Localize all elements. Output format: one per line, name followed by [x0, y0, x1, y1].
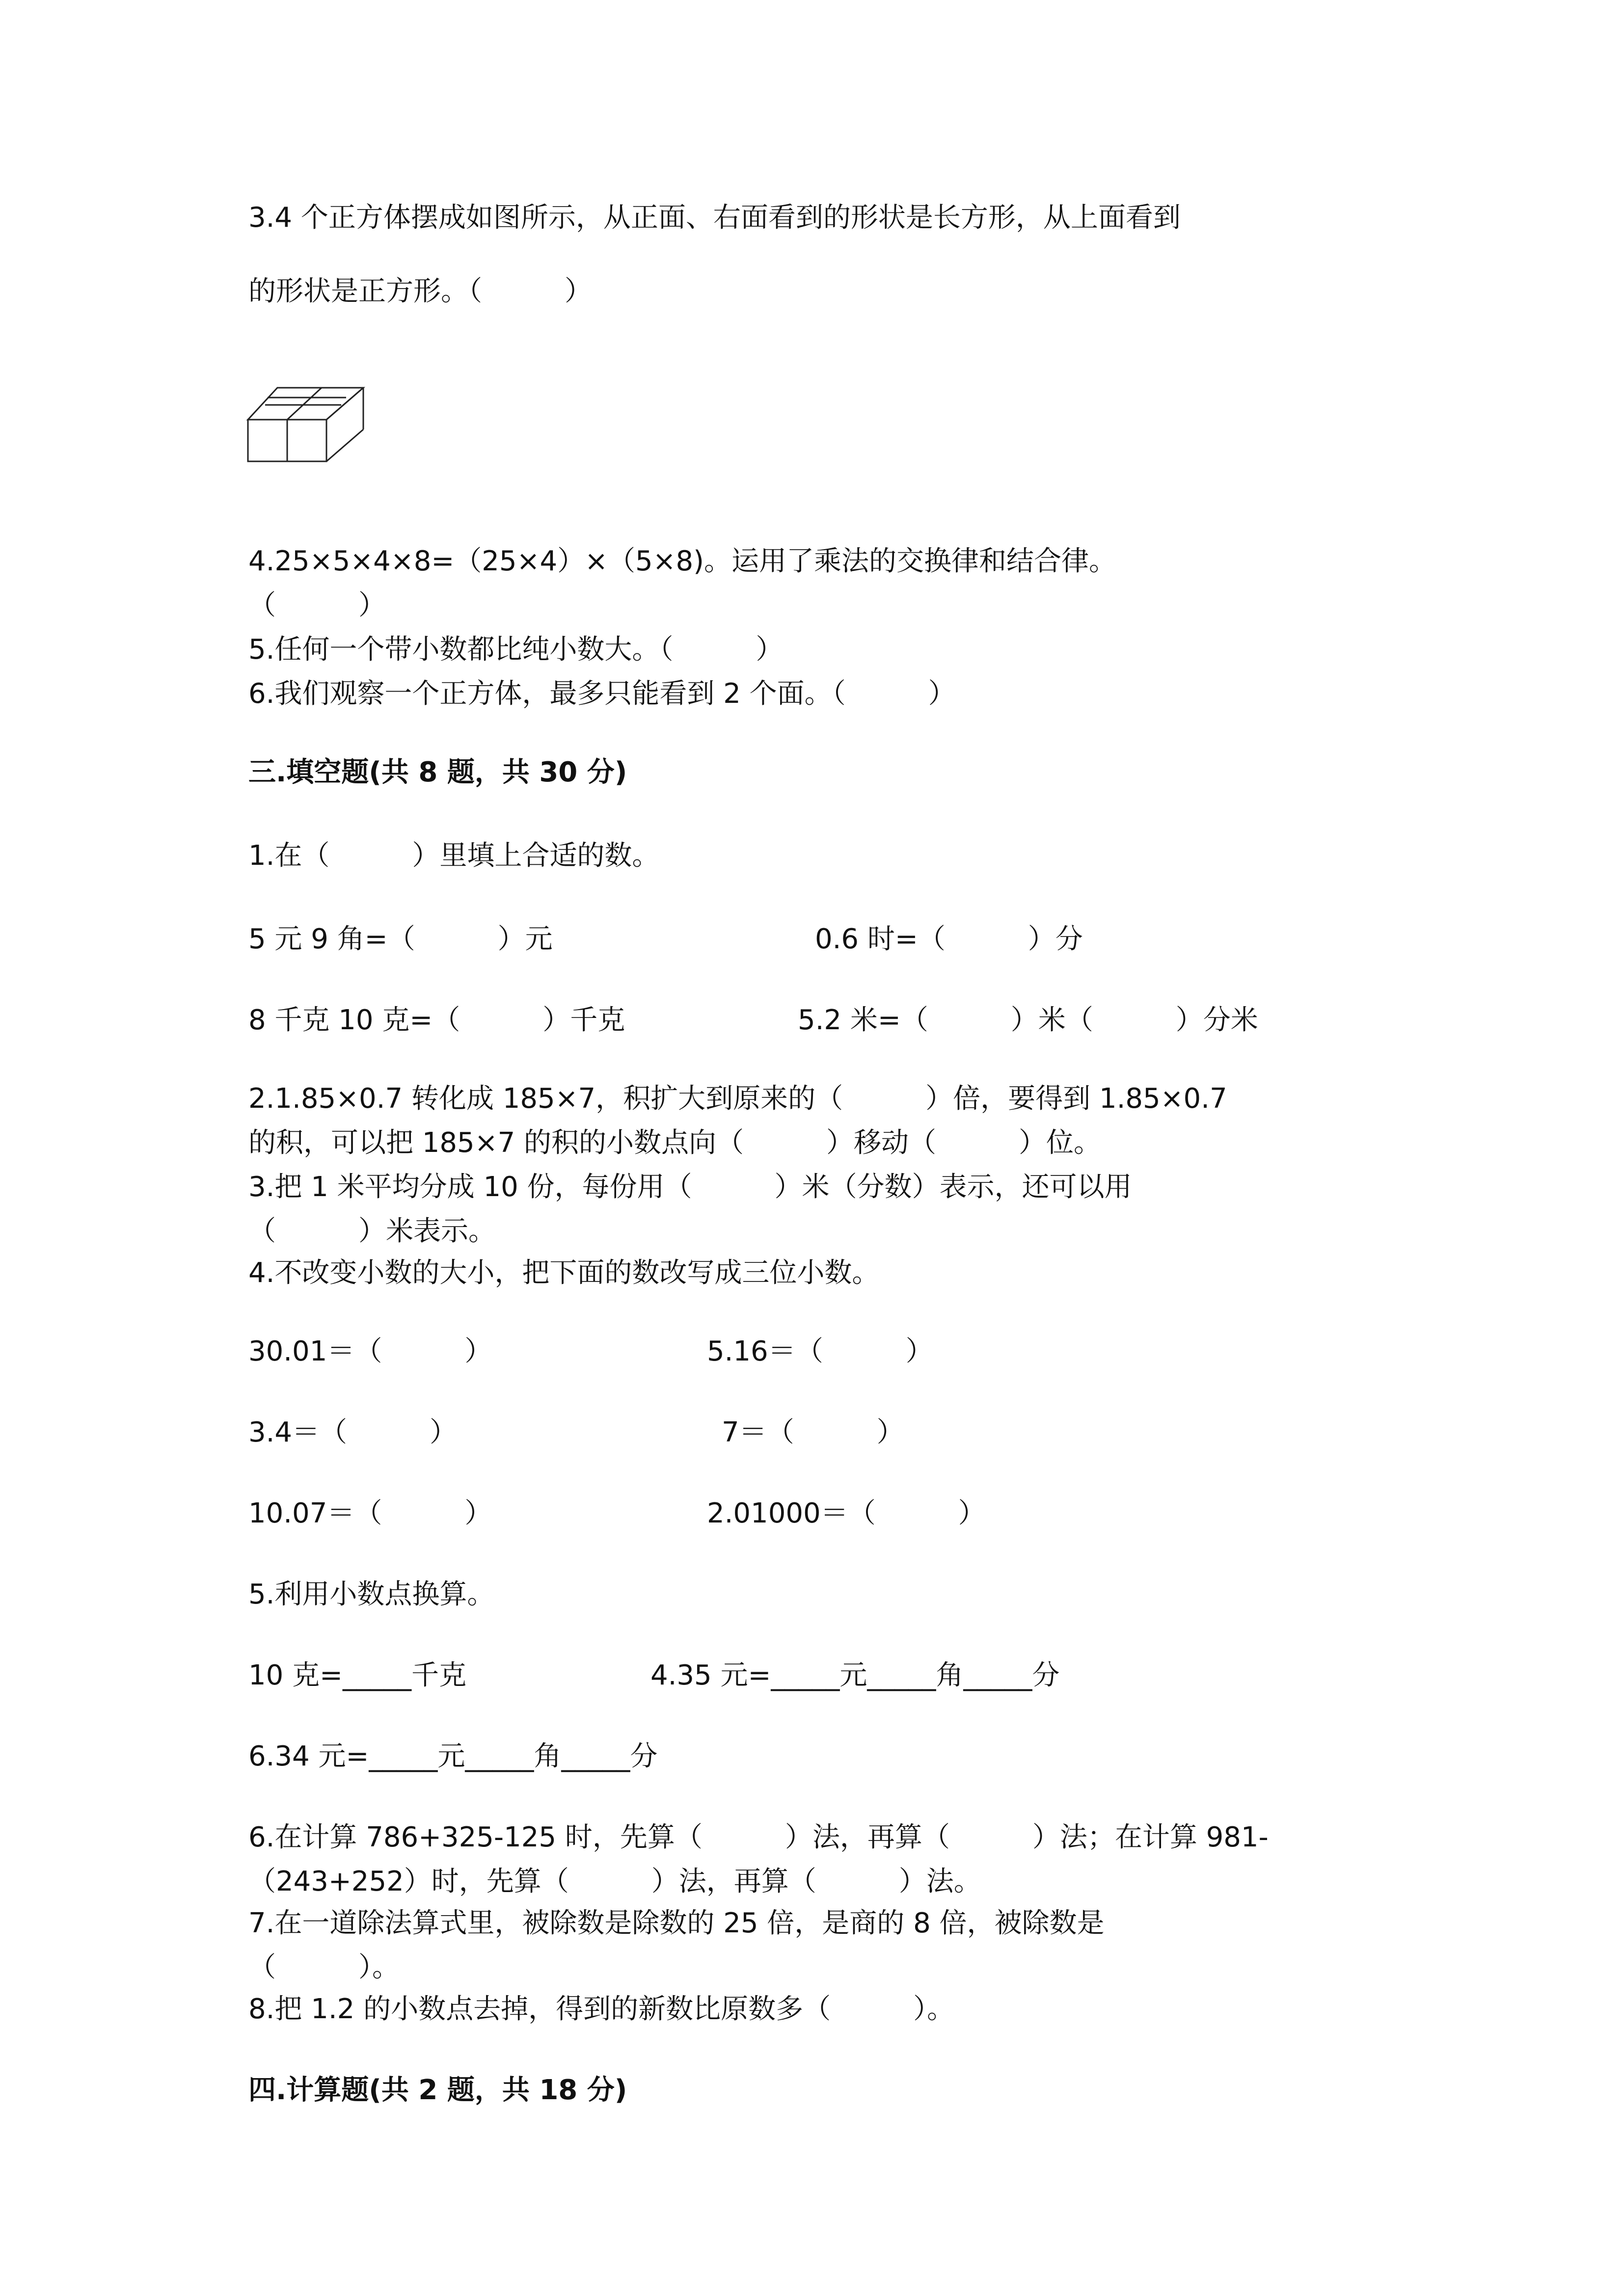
fill-q5-b: 4.35 元=_____元_____角_____分 [650, 1659, 1060, 1691]
judge-q3-line2: 的形状是正方形。（ ） [248, 275, 592, 307]
judge-q3-line1: 3.4 个正方体摆成如图所示，从正面、右面看到的形状是长方形，从上面看到 [248, 202, 1181, 234]
fill-q7-line1: 7.在一道除法算式里，被除数是除数的 25 倍，是商的 8 倍，被除数是 [248, 1907, 1105, 1939]
fill-q5: 5.利用小数点换算。 [248, 1578, 495, 1610]
fill-q7-line2: （ ）。 [248, 1951, 400, 1983]
judge-q4-line1: 4.25×5×4×8=（25×4）×（5×8)。运用了乘法的交换律和结合律。 [248, 545, 1117, 577]
fill-q2-line2: 的积，可以把 185×7 的积的小数点向（ ）移动（ ）位。 [248, 1127, 1102, 1159]
judge-q5: 5.任何一个带小数都比纯小数大。（ ） [248, 634, 784, 666]
section3-title: 三.填空题(共 8 题，共 30 分) [248, 756, 627, 788]
fill-q5-c: 6.34 元=_____元_____角_____分 [248, 1740, 658, 1772]
fill-q4-a: 30.01＝（ ） [248, 1335, 492, 1367]
fill-q4-f: 2.01000＝（ ） [707, 1497, 986, 1529]
fill-q4-e: 10.07＝（ ） [248, 1497, 492, 1529]
fill-q3-line2: （ ）米表示。 [248, 1215, 496, 1247]
four-cubes-figure-icon [245, 383, 368, 466]
fill-q1-d: 5.2 米=（ ）米（ ）分米 [798, 1004, 1258, 1036]
fill-q6-line1: 6.在计算 786+325-125 时，先算（ ）法，再算（ ）法；在计算 981- [248, 1821, 1269, 1853]
fill-q1-b: 0.6 时=（ ）分 [815, 923, 1083, 955]
fill-q1-a: 5 元 9 角=（ ）元 [248, 923, 553, 955]
fill-q1: 1.在（ ）里填上合适的数。 [248, 840, 660, 872]
fill-q8: 8.把 1.2 的小数点去掉，得到的新数比原数多（ ）。 [248, 1993, 955, 2025]
judge-q4-line2: （ ） [248, 589, 386, 621]
section4-title: 四.计算题(共 2 题，共 18 分) [248, 2074, 627, 2106]
fill-q3-line1: 3.把 1 米平均分成 10 份，每份用（ ）米（分数）表示，还可以用 [248, 1171, 1132, 1203]
fill-q4-d: 7＝（ ） [722, 1416, 904, 1448]
fill-q4: 4.不改变小数的大小，把下面的数改写成三位小数。 [248, 1257, 880, 1289]
judge-q6: 6.我们观察一个正方体，最多只能看到 2 个面。（ ） [248, 678, 956, 710]
fill-q1-c: 8 千克 10 克=（ ）千克 [248, 1004, 625, 1036]
fill-q4-b: 5.16＝（ ） [707, 1335, 933, 1367]
fill-q6-line2: （243+252）时，先算（ ）法，再算（ ）法。 [248, 1866, 981, 1897]
fill-q4-c: 3.4＝（ ） [248, 1416, 458, 1448]
fill-q2-line1: 2.1.85×0.7 转化成 185×7，积扩大到原来的（ ）倍，要得到 1.85×0.7 [248, 1083, 1227, 1115]
fill-q5-a: 10 克=_____千克 [248, 1659, 466, 1691]
